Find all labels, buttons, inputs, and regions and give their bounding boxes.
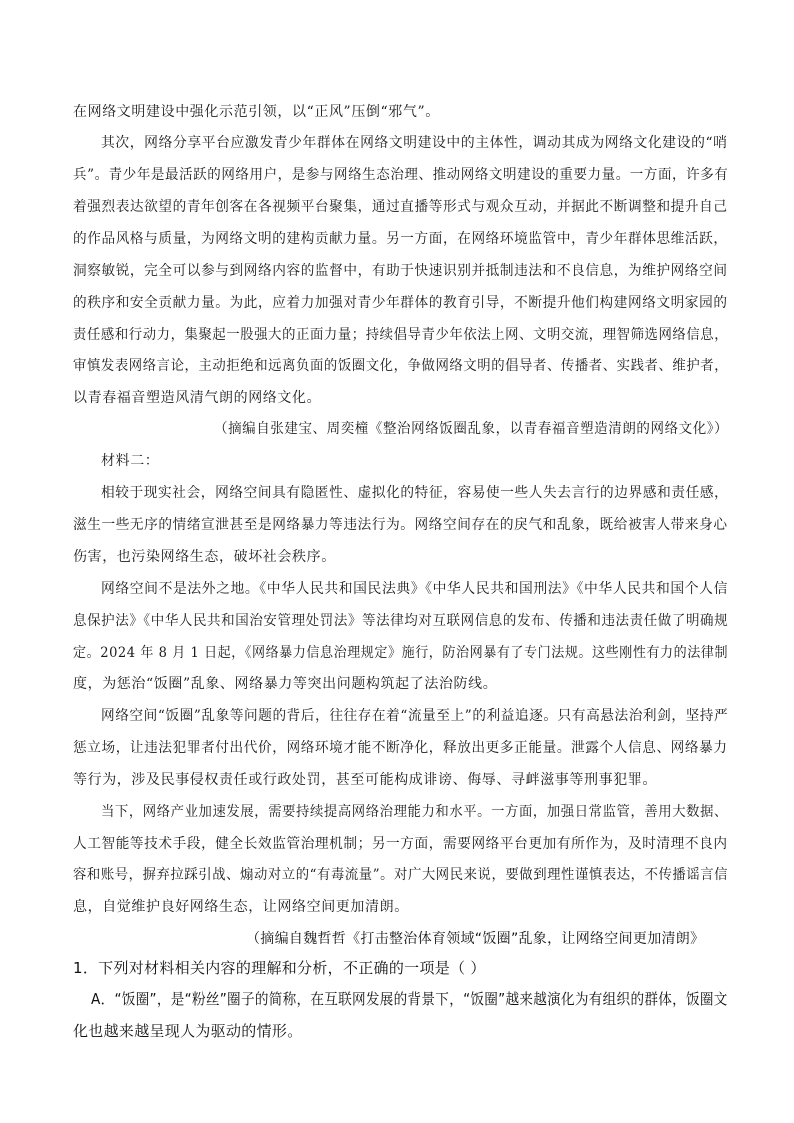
- material1-source: （摘编自张建宝、周奕橦《整治网络饭圈乱象，以青春福音塑造清朗的网络文化》）: [214, 421, 729, 437]
- option-a-line: 化也越来越呈现人为驱动的情形。: [73, 1022, 303, 1040]
- paragraph-line: 以青春福音塑造风清气朗的网络文化。: [73, 390, 322, 406]
- paragraph-line: 责任感和行动力，集聚起一股强大的正面力量；持续倡导青少年依法上网、文明交流，理智筛选网络信息，: [73, 327, 729, 343]
- paragraph-line: 滋生一些无序的情绪宣泄甚至是网络暴力等违法行为。网络空间存在的戾气和乱象，既给被害人带来身心: [73, 517, 728, 533]
- paragraph-line: 定。2024 年 8 月 1 日起，《网络暴力信息治理规定》施行，防治网暴有了专门法规。这些刚性有力的法律制: [73, 645, 729, 661]
- paragraph-line: 相较于现实社会，网络空间具有隐匿性、虚拟化的特征，容易使一些人失去言行的边界感和责任感，: [101, 485, 729, 501]
- paragraph-line: 的作品风格与质量，为网络文明的建构贡献力量。另一方面，在网络环境监管中，青少年群体思维活跃，: [73, 231, 728, 247]
- paragraph-line: 息，自觉维护良好网络生态，让网络空间更加清朗。: [73, 899, 409, 915]
- paragraph-line: 其次，网络分享平台应激发青少年群体在网络文明建设中的主体性，调动其成为网络文化建设的“哨: [101, 135, 728, 151]
- paragraph-line: 人工智能等技术手段，健全长效监管治理机制；另一方面，需要网络平台更加有所作为，及时清理不良内: [73, 836, 728, 852]
- paragraph-line: 网络空间“饭圈”乱象等问题的背后，往往存在着“流量至上”的利益追逐。只有高悬法治利剑，坚持严: [101, 708, 729, 724]
- question-stem: 1．下列对材料相关内容的理解和分析，不正确的一项是（ ）: [73, 959, 486, 977]
- material2-heading: 材料二：: [101, 453, 160, 469]
- paragraph-line: 容和账号，摒弃拉踩引战、煽动对立的“有毒流量”。对广大网民来说，要做到理性谨慎表达，不传播谣言信: [73, 867, 729, 883]
- paragraph-line: 伤害，也污染网络生态，破坏社会秩序。: [73, 549, 336, 565]
- paragraph-line: 的秩序和安全贡献力量。为此，应着力加强对青少年群体的教育引导，不断提升他们构建网络文明家园的: [73, 295, 728, 311]
- paragraph-line: 惩立场，让违法犯罪者付出代价，网络环境才能不断净化，释放出更多正能量。泄露个人信息、网络暴力: [73, 740, 728, 756]
- paragraph-line: 度，为惩治“饭圈”乱象、网络暴力等突出问题构筑起了法治防线。: [73, 676, 498, 692]
- paragraph-line: 在网络文明建设中强化示范引领，以“正风”压倒“邪气”。: [73, 104, 440, 120]
- paragraph-line: 审慎发表网络言论，主动拒绝和远离负面的饭圈文化，争做网络文明的倡导者、传播者、实践者、维护者，: [73, 358, 729, 374]
- paragraph-line: 网络空间不是法外之地。《中华人民共和国民法典》《中华人民共和国刑法》《中华人民共和国个人信: [101, 581, 728, 597]
- paragraph-line: 当下，网络产业加速发展，需要持续提高网络治理能力和水平。一方面，加强日常监管，善用大数据、: [101, 804, 728, 820]
- paragraph-line: 洞察敏锐，完全可以参与到网络内容的监督中，有助于快速识别并抵制违法和不良信息，为维护网络空间: [73, 263, 728, 279]
- paragraph-line: 息保护法》《中华人民共和国治安管理处罚法》等法律均对互联网信息的发布、传播和违法责任做了明确规: [73, 613, 729, 629]
- material2-source: （摘编自魏哲哲《打击整治体育领域“饭圈”乱象，让网络空间更加清朗》: [246, 931, 705, 947]
- paragraph-line: 兵”。青少年是最活跃的网络用户，是参与网络生态治理、推动网络文明建设的重要力量。一方面，许多有: [73, 167, 729, 183]
- option-a-line: A．“饭圈”，是“粉丝”圈子的简称，在互联网发展的背景下，“饭圈”越来越演化为有组织的群体，饭圈文: [91, 990, 728, 1008]
- paragraph-line: 等行为，涉及民事侵权责任或行政处罚，甚至可能构成诽谤、侮辱、寻衅滋事等刑事犯罪。: [73, 772, 657, 788]
- paragraph-line: 着强烈表达欲望的青年创客在各视频平台聚集，通过直播等形式与观众互动，并据此不断调整和提升自己: [73, 199, 728, 215]
